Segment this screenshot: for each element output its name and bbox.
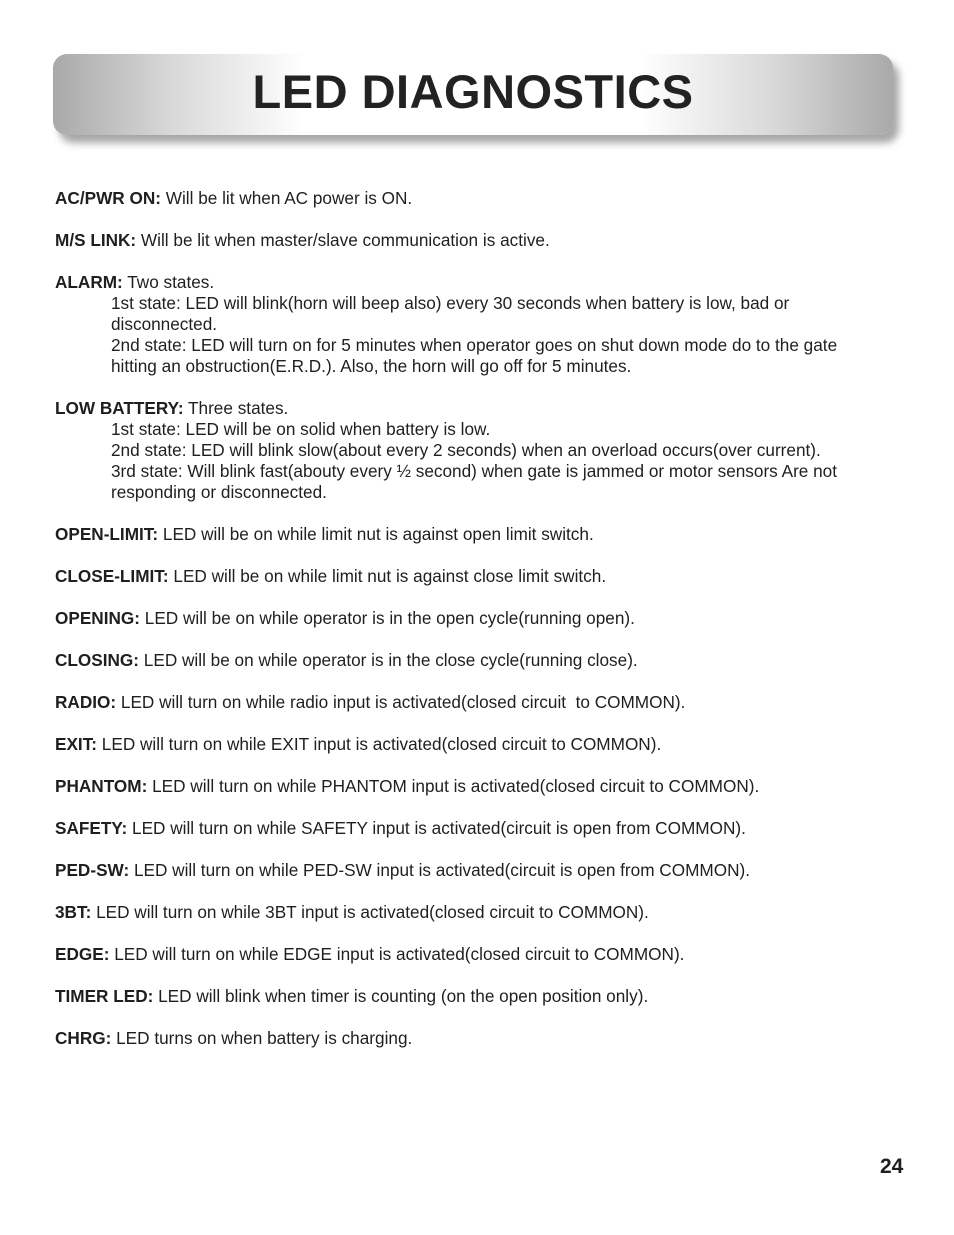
entry-text: Will be lit when master/slave communication is active. bbox=[136, 230, 550, 250]
entry-3bt bbox=[55, 902, 885, 923]
entry-chrg bbox=[55, 1028, 885, 1049]
entry-term: TIMER LED: bbox=[55, 986, 154, 1006]
entry-text: LED turns on when battery is charging. bbox=[111, 1028, 413, 1048]
entry-radio bbox=[55, 692, 885, 713]
entry-safety bbox=[55, 818, 885, 839]
entry-text: Two states. bbox=[122, 272, 215, 292]
entry-close-limit bbox=[55, 566, 885, 587]
entry-text: LED will turn on while 3BT input is activated(closed circuit to COMMON). bbox=[91, 902, 649, 922]
entry-term: ALARM: bbox=[55, 272, 123, 292]
entry-term: PHANTOM: bbox=[55, 776, 148, 796]
low-battery-state-3: 3rd state: Will blink fast(abouty every ½ second) when gate is jammed or motor sensors Are not responding or disconnected. bbox=[111, 461, 838, 502]
entry-exit bbox=[55, 734, 885, 755]
entry-term: AC/PWR ON: bbox=[55, 188, 161, 208]
entry-phantom bbox=[55, 776, 885, 797]
entry-term: CLOSE-LIMIT: bbox=[55, 566, 169, 586]
entry-text: Three states. bbox=[183, 398, 289, 418]
entry-text: LED will blink when timer is counting (on the open position only). bbox=[153, 986, 649, 1006]
entry-closing bbox=[55, 650, 885, 671]
entry-text: LED will be on while limit nut is against close limit switch. bbox=[168, 566, 607, 586]
entry-term: 3BT: bbox=[55, 902, 92, 922]
entry-edge bbox=[55, 944, 885, 965]
entry-ped-sw bbox=[55, 860, 885, 881]
entry-timer-led bbox=[55, 986, 885, 1007]
entry-text: LED will turn on while SAFETY input is activated(circuit is open from COMMON). bbox=[127, 818, 746, 838]
low-battery-state-2: 2nd state: LED will blink slow(about every 2 seconds) when an overload occurs(over current). bbox=[111, 440, 821, 460]
entry-opening bbox=[55, 608, 885, 629]
entry-text: LED will be on while operator is in the open cycle(running open). bbox=[140, 608, 635, 628]
entry-term: LOW BATTERY: bbox=[55, 398, 184, 418]
alarm-state-1: 1st state: LED will blink(horn will beep also) every 30 seconds when battery is low, bad or disconnected. bbox=[111, 293, 790, 334]
entry-low-battery bbox=[55, 398, 885, 503]
low-battery-state-1: 1st state: LED will be on solid when battery is low. bbox=[111, 419, 491, 439]
entry-text: Will be lit when AC power is ON. bbox=[160, 188, 413, 208]
entry-ac-pwr-on bbox=[55, 188, 885, 209]
title-banner bbox=[53, 54, 893, 135]
entry-text: LED will turn on while EDGE input is activated(closed circuit to COMMON). bbox=[109, 944, 685, 964]
entry-text: LED will turn on while PHANTOM input is activated(closed circuit to COMMON). bbox=[147, 776, 760, 796]
entry-text: LED will turn on while EXIT input is activated(closed circuit to COMMON). bbox=[97, 734, 662, 754]
entry-term: CHRG: bbox=[55, 1028, 112, 1048]
entry-open-limit bbox=[55, 524, 885, 545]
entry-term: M/S LINK: bbox=[55, 230, 137, 250]
entry-term: OPEN-LIMIT: bbox=[55, 524, 159, 544]
alarm-state-2: 2nd state: LED will turn on for 5 minutes when operator goes on shut down mode do to the gate hitting an obstruction(E.R.D.). Also, the horn will go off for 5 minutes. bbox=[111, 335, 838, 376]
entry-term: PED-SW: bbox=[55, 860, 130, 880]
entry-term: EDGE: bbox=[55, 944, 110, 964]
entry-text: LED will be on while operator is in the close cycle(running close). bbox=[139, 650, 638, 670]
entry-text: LED will turn on while radio input is activated(closed circuit to COMMON). bbox=[116, 692, 686, 712]
entry-text: LED will turn on while PED-SW input is activated(circuit is open from COMMON). bbox=[129, 860, 751, 880]
page-number: 24 bbox=[880, 1155, 904, 1178]
entry-term: RADIO: bbox=[55, 692, 117, 712]
entry-ms-link bbox=[55, 230, 885, 251]
led-diagnostics-list bbox=[55, 188, 885, 1070]
entry-text: LED will be on while limit nut is against open limit switch. bbox=[158, 524, 594, 544]
entry-term: CLOSING: bbox=[55, 650, 140, 670]
entry-term: OPENING: bbox=[55, 608, 140, 628]
entry-term: SAFETY: bbox=[55, 818, 128, 838]
page-title: LED DIAGNOSTICS bbox=[252, 65, 694, 118]
entry-alarm bbox=[55, 272, 885, 377]
entry-term: EXIT: bbox=[55, 734, 98, 754]
